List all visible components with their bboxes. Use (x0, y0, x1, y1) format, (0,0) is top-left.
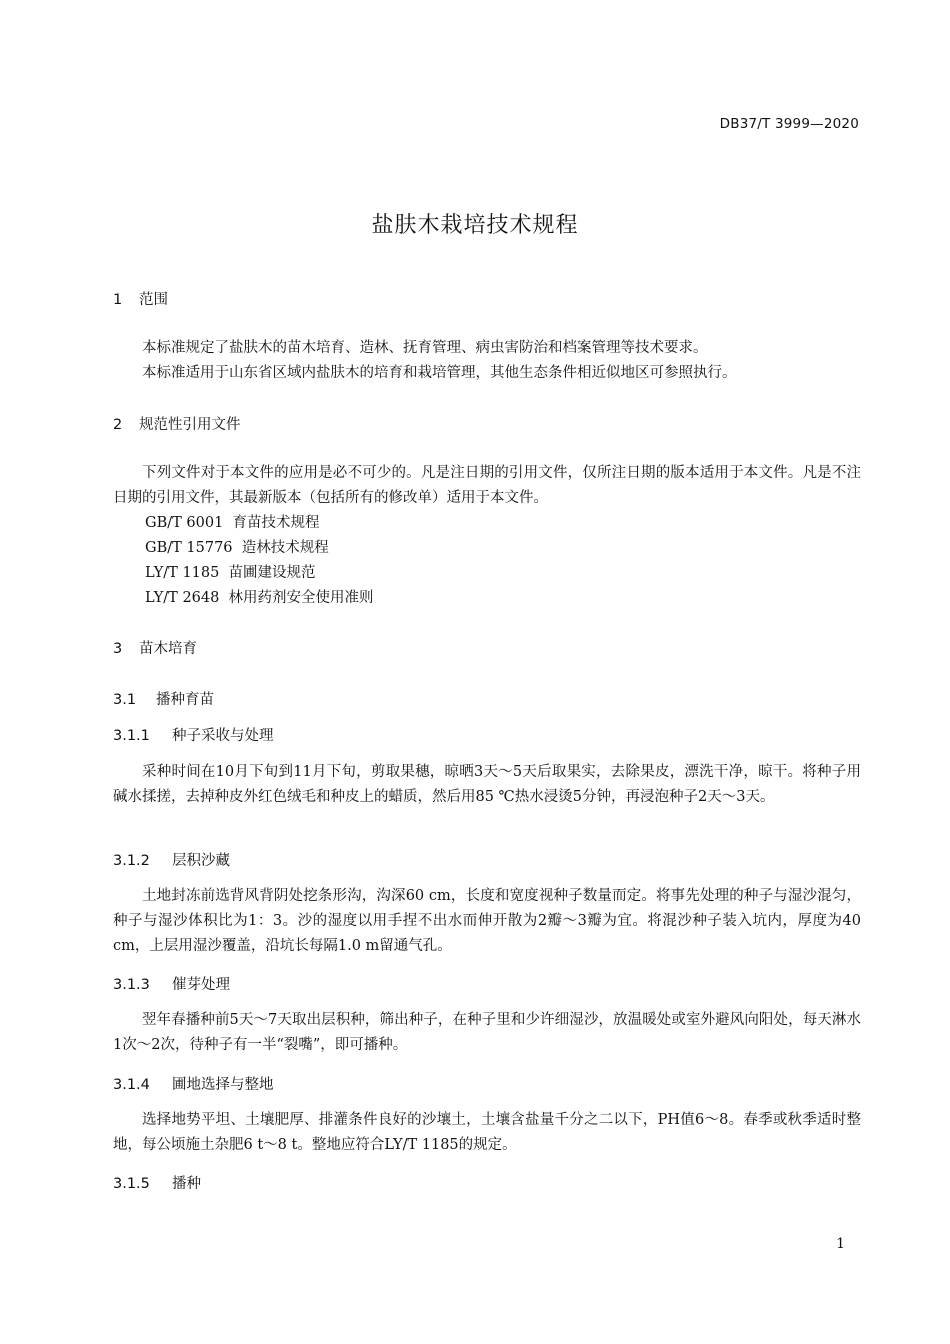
section-1-paragraph-2: 本标准适用于山东省区域内盐肤木的培育和栽培管理，其他生态条件相近似地区可参照执行。 (142, 365, 737, 381)
section-title: 层积沙藏 (172, 853, 230, 869)
section-number: 3.1.4 (113, 1077, 150, 1093)
section-title: 范围 (139, 292, 168, 308)
section-number: 3.1 (113, 692, 137, 708)
section-2-paragraph: 下列文件对于本文件的应用是必不可少的。凡是注日期的引用文件，仅所注日期的版本适用于本文件。凡是不注日期的引用文件，其最新版本（包括所有的修改单）适用于本文件。 (113, 465, 861, 506)
section-number: 3 (113, 641, 123, 657)
section-3-heading (113, 637, 197, 658)
section-number: 3.1.5 (113, 1176, 150, 1192)
section-title: 规范性引用文件 (139, 417, 241, 433)
section-1-heading (113, 288, 168, 309)
section-number: 2 (113, 417, 123, 433)
section-title: 催芽处理 (172, 977, 230, 993)
section-2-heading (113, 413, 241, 434)
section-3-1-5-heading (113, 1172, 201, 1193)
standard-code: DB37/T 3999—2020 (719, 116, 859, 132)
document-title: 盐肤木栽培技术规程 (371, 213, 579, 238)
section-3-1-1-paragraph: 采种时间在10月下旬到11月下旬，剪取果穗，晾晒3天～5天后取果实，去除果皮，漂洗干净，晾干。将种子用碱水揉搓，去掉种皮外红色绒毛和种皮上的蜡质，然后用85 ℃热水浸烫5分钟，再浸泡种子2天～3天。 (113, 764, 861, 805)
reference-item: LY/T 2648 林用药剂安全使用准则 (145, 590, 374, 606)
section-3-1-3-paragraph: 翌年春播种前5天～7天取出层积种，筛出种子，在种子里和少许细湿沙，放温暖处或室外避风向阳处，每天淋水1次～2次，待种子有一半“裂嘴”，即可播种。 (113, 1012, 861, 1053)
section-number: 3.1.3 (113, 977, 150, 993)
section-3-1-3-heading (113, 973, 230, 994)
reference-item: LY/T 1185 苗圃建设规范 (145, 565, 316, 581)
page-number: 1 (836, 1236, 845, 1252)
section-3-1-2-heading (113, 849, 230, 870)
section-3-1-heading (113, 688, 214, 709)
section-number: 1 (113, 292, 123, 308)
section-title: 播种育苗 (156, 692, 214, 708)
section-3-1-2-paragraph: 土地封冻前选背风背阴处挖条形沟，沟深60 cm，长度和宽度视种子数量而定。将事先处理的种子与湿沙混匀，种子与湿沙体积比为1：3。沙的湿度以用手捏不出水而伸开散为2瓣～3瓣为宜。将混沙种子装入坑内，厚度为40 cm，上层用湿沙覆盖，沿坑长每隔1.0 m留通气孔。 (113, 888, 861, 954)
section-3-1-4-paragraph: 选择地势平坦、土壤肥厚、排灌条件良好的沙壤土，土壤含盐量千分之二以下，PH值6～8。春季或秋季适时整地，每公顷施土杂肥6 t～8 t。整地应符合LY/T 1185的规定。 (113, 1112, 861, 1153)
section-title: 种子采收与处理 (172, 728, 274, 744)
section-number: 3.1.1 (113, 728, 150, 744)
section-1-paragraph-1: 本标准规定了盐肤木的苗木培育、造林、抚育管理、病虫害防治和档案管理等技术要求。 (142, 340, 708, 356)
reference-item: GB/T 15776 造林技术规程 (145, 540, 329, 556)
reference-item: GB/T 6001 育苗技术规程 (145, 515, 320, 531)
section-title: 苗木培育 (139, 641, 197, 657)
section-title: 播种 (172, 1176, 201, 1192)
section-title: 圃地选择与整地 (172, 1077, 274, 1093)
section-number: 3.1.2 (113, 853, 150, 869)
section-3-1-1-heading (113, 724, 274, 745)
section-3-1-4-heading (113, 1073, 274, 1094)
